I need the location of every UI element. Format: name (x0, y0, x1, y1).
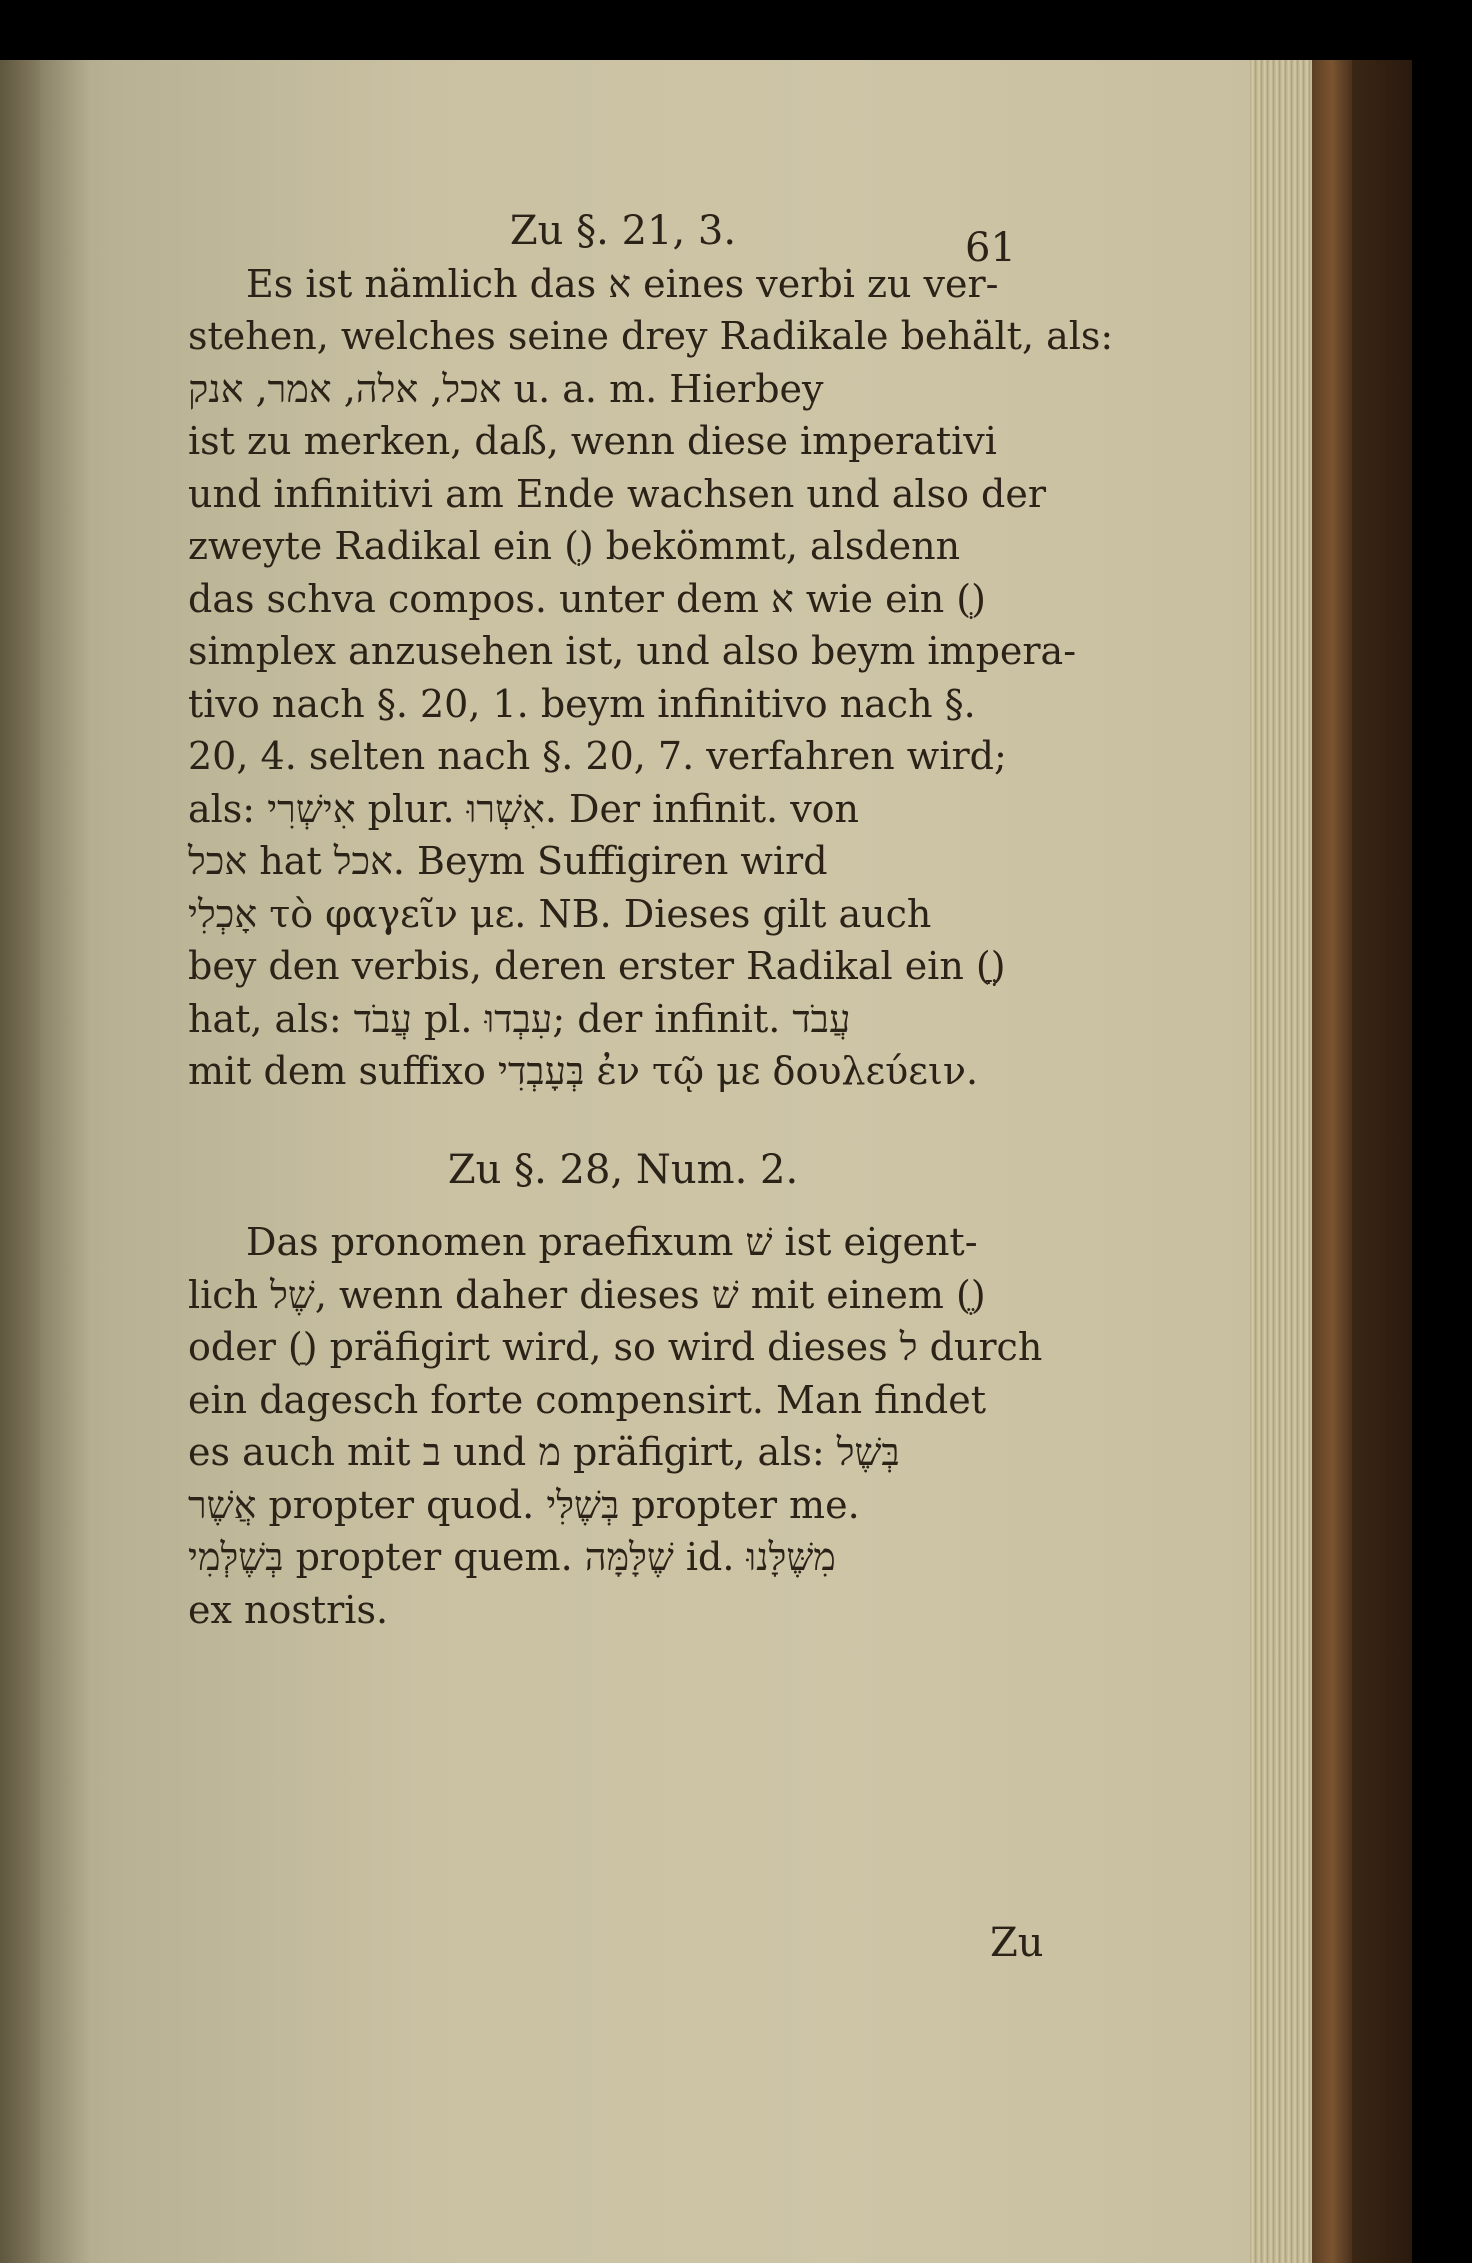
text-line: das schva compos. unter dem א wie ein (ְ) (188, 576, 986, 621)
text-line: אֲשֶׁר propter quod. בְּשֶׁלִּי propter me. (188, 1482, 860, 1527)
text-line: zweyte Radikal ein (ְ) bekömmt, alsdenn (188, 524, 961, 568)
text-line: Das pronomen praefixum שׁ ist eigent- (246, 1220, 978, 1264)
text-line: als: אִישְׁרִי plur. אִשְׁרוּ. Der infinit. von (188, 786, 860, 831)
text-line: simplex anzusehen ist, und also beym impera- (188, 629, 1077, 673)
page-number: 61 (965, 225, 1016, 271)
text-line: hat, als: עֲבֹד pl. עִבְדוּ; der infinit. עֲבֹד (188, 996, 851, 1041)
text-line: ex nostris. (188, 1587, 389, 1632)
text-line: אָכְלִי τὸ φαγεῖν με. NB. Dieses gilt auch (188, 891, 932, 936)
text-line: Es ist nämlich das א eines verbi zu ver- (246, 261, 999, 306)
text-line: אכל hat אכל. Beym Suffigiren wird (188, 839, 828, 883)
page-edges (1250, 60, 1320, 2263)
section-heading-2: Zu §. 28, Num. 2. (447, 1146, 799, 1193)
text-line: אכל, אלה, אמר, אנק u. a. m. Hierbey (188, 366, 824, 411)
text-line: tivo nach §. 20, 1. beym infinitivo nach §. (188, 681, 976, 726)
text-line: lich שֶׁל, wenn daher dieses שׁ mit einem (ֶ) (188, 1272, 986, 1317)
text-line: oder (ַ) präfigirt wird, so wird dieses ל durch (188, 1325, 1043, 1369)
section-heading-1: Zu §. 21, 3. (509, 208, 737, 254)
text-line: ein dagesch forte compensirt. Man findet (188, 1377, 987, 1422)
book-cover-back (1352, 60, 1412, 2263)
catchword: Zu (990, 1920, 1044, 1966)
page-text (188, 205, 1114, 1636)
text-line: und infinitivi am Ende wachsen und also der (188, 471, 1047, 516)
gutter-shadow (0, 60, 90, 2263)
text-line: es auch mit ב und מ präfigirt, als: בְּשֶׁל (188, 1430, 900, 1474)
text-line: bey den verbis, deren erster Radikal ein (ֳ) (188, 944, 1006, 988)
text-line: mit dem suffixo בְּעָבְדִי ἐν τῷ με δουλεύειν. (188, 1049, 979, 1093)
text-line: ist zu merken, daß, wenn diese imperativi (188, 419, 997, 463)
text-line: stehen, welches seine drey Radikale behält, als: (188, 314, 1114, 358)
book-cover-edge (1312, 60, 1352, 2263)
text-line: בְּשֶׁלְּמִי propter quem. שֶׁלָּמָּה id. מִשֶּׁלָּנוּ (188, 1535, 836, 1579)
text-line: 20, 4. selten nach §. 20, 7. verfahren wird; (188, 734, 1007, 778)
